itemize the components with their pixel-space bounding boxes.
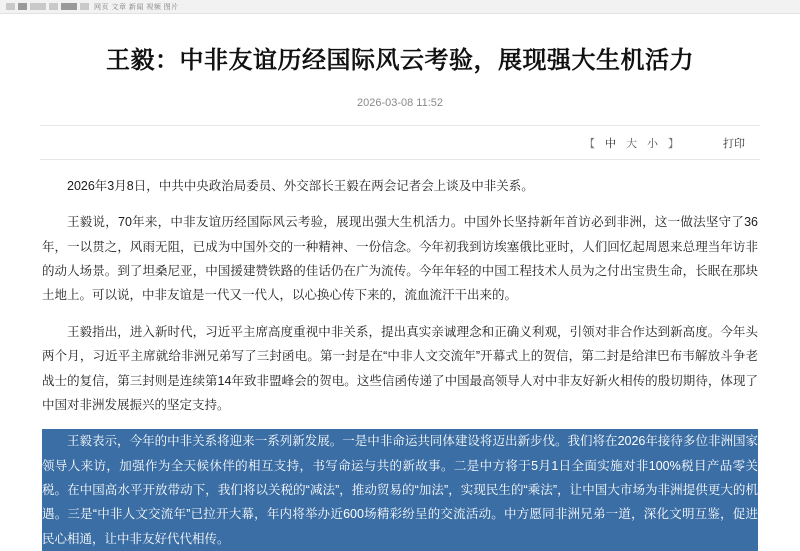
chrome-icon-block bbox=[49, 3, 58, 10]
article-paragraph-selected: 王毅表示，今年的中非关系将迎来一系列新发展。一是中非命运共同体建设将迈出新步伐。我们将在2026年接待多位非洲国家领导人来访，加强作为全天候休伴的相互支持，书写命运与共的新故事。二是中方将于5月1日全面实施对非100%税目产品零关税。在中国高水平开放带动下，我们将以关税的“减法”，推动贸易的“加法”，实现民生的“乘法”，让中国大市场为非洲提供更大的机遇。三是“中非人文交流年”已拉开大幕，年内将举办近600场精彩纷呈的交流活动。中方愿同非洲兄弟一道，深化文明互鉴，促进民心相通，让中非友好代代相传。 bbox=[42, 429, 758, 551]
browser-chrome-bar bbox=[0, 0, 800, 14]
bracket-right: 】 bbox=[668, 137, 679, 150]
print-button[interactable]: 打印 bbox=[723, 137, 745, 150]
chrome-icon-block bbox=[80, 3, 89, 10]
chrome-icon-block bbox=[6, 3, 15, 10]
font-size-large[interactable]: 大 bbox=[626, 137, 637, 150]
article-paragraph: 王毅说，70年来，中非友谊历经国际风云考验，展现出强大生机活力。中国外长坚持新年首访必到非洲，这一做法坚守了36年，一以贯之，风雨无阻，已成为中国外交的一种精神、一份信念。今年初我到访埃塞俄比亚时，人们回忆起周恩来总理当年访非的动人场景。到了坦桑尼亚，中国援建赞铁路的佳话仍在广为流传。今年年轻的中国工程技术人员为之付出宝贵生命，长眠在那块土地上。可以说，中非友谊是一代又一代人，以心换心传下来的，流血流汗干出来的。 bbox=[42, 215, 758, 303]
chrome-icon-block bbox=[18, 3, 27, 10]
chrome-icon-block bbox=[61, 3, 77, 10]
article-toolbar bbox=[0, 126, 800, 151]
font-size-small[interactable]: 小 bbox=[647, 137, 658, 150]
publish-datetime: 2026-03-08 11:52 bbox=[356, 96, 444, 109]
chrome-placeholder-icons bbox=[6, 3, 89, 10]
page-title: 王毅：中非友谊历经国际风云考验，展现强大生机活力 bbox=[106, 48, 694, 75]
article-paragraph: 王毅指出，进入新时代，习近平主席高度重视中非关系，提出真实亲诚理念和正确义利观，引领对非合作达到新高度。今年头两个月，习近平主席就给非洲兄弟写了三封函电。第一封是在“中非人文交流年”开幕式上的贺信，第二封是给津巴布韦解放斗争老战士的复信，第三封则是连续第14年致非盟峰会的贺电。这些信函传递了中国最高领导人对中非友好新火相传的殷切期待，体现了中国对非洲发展振兴的坚定支持。 bbox=[42, 324, 758, 412]
font-size-selector bbox=[584, 135, 679, 151]
article-paragraph: 2026年3月8日，中共中央政治局委员、外交部长王毅在两会记者会上谈及中非关系。 bbox=[67, 178, 534, 193]
font-size-medium[interactable]: 中 bbox=[605, 137, 616, 150]
chrome-icon-block bbox=[30, 3, 46, 10]
article-body bbox=[0, 160, 800, 551]
article-header bbox=[0, 14, 800, 126]
bracket-left: 【 bbox=[584, 137, 595, 150]
chrome-label: 网页 文章 新闻 视频 图片 bbox=[94, 3, 179, 11]
